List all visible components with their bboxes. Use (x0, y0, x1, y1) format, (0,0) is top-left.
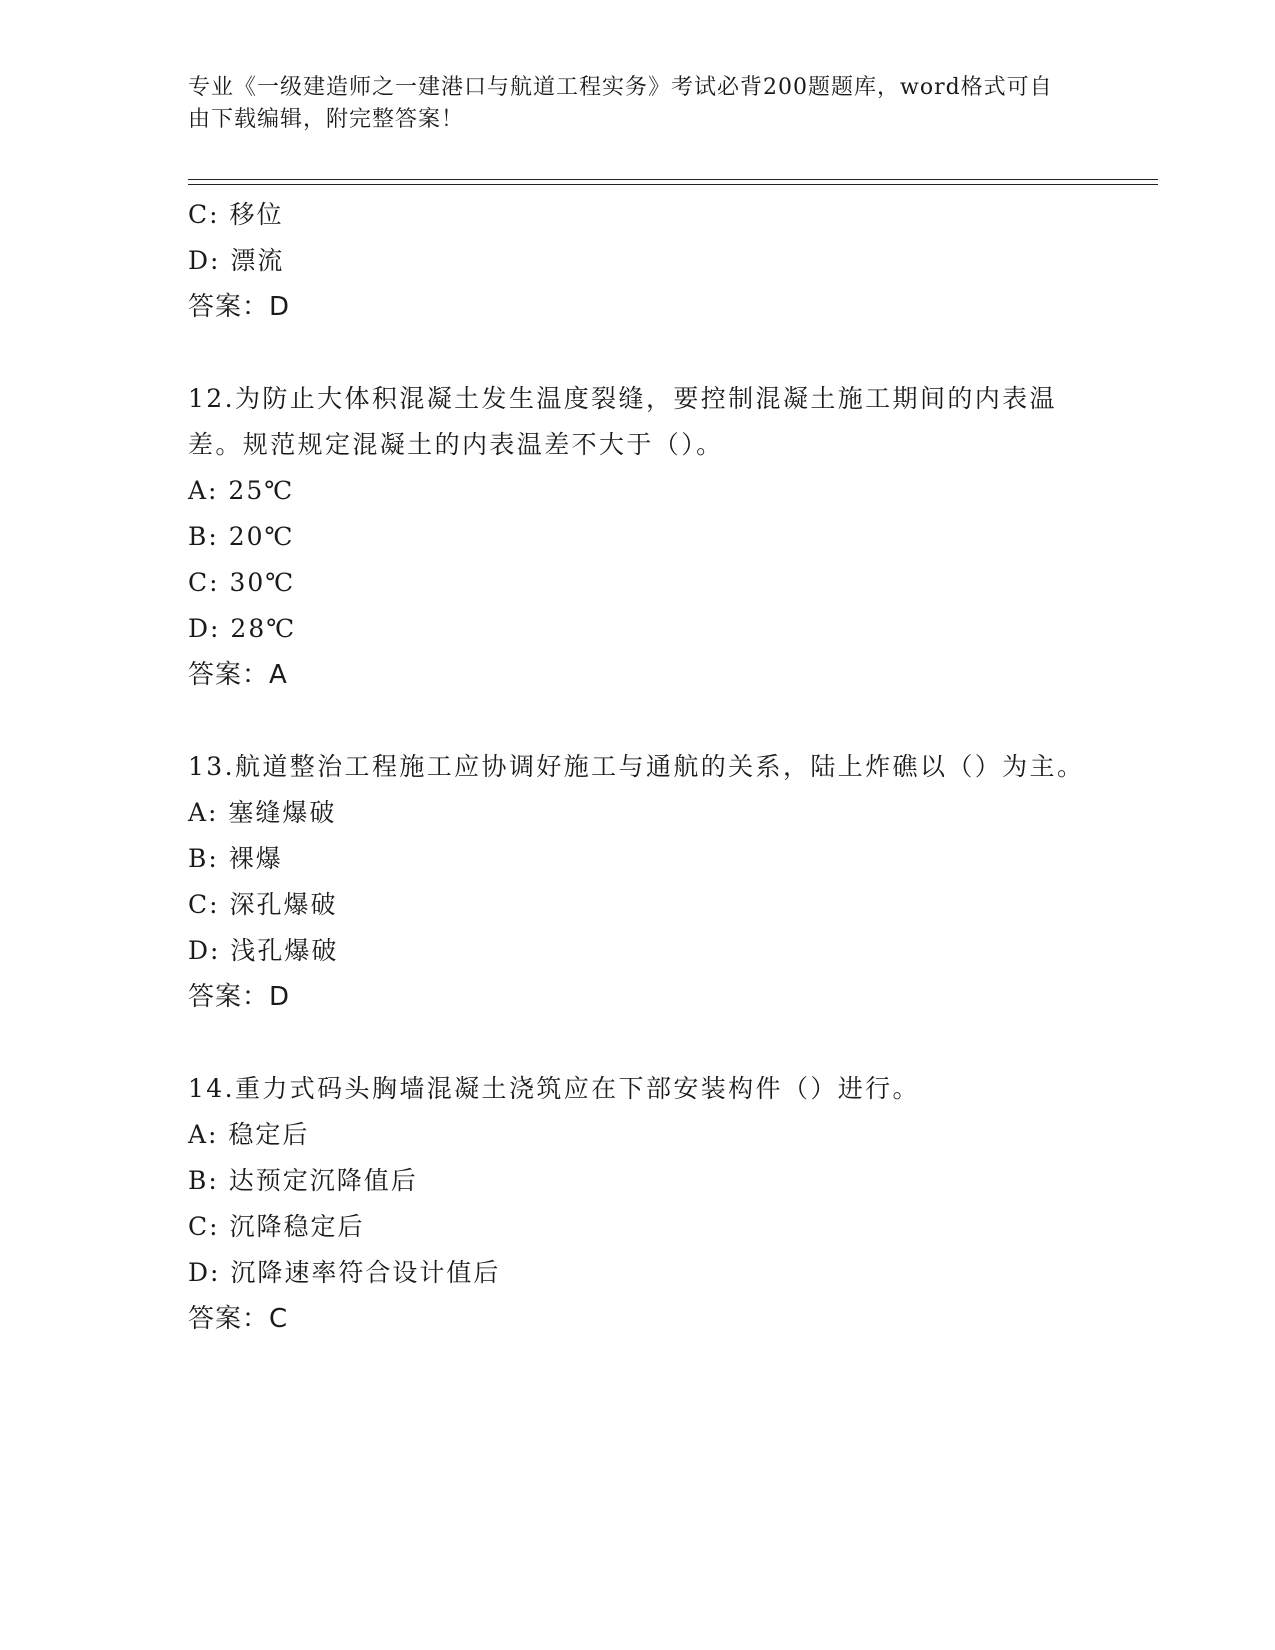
option-c: C: 30℃ (188, 568, 296, 597)
option-a: A: 25℃ (188, 476, 295, 505)
option-d: D: 漂流 (188, 246, 285, 275)
option-b: B: 裸爆 (188, 844, 283, 873)
answer-line: 答案：A (188, 660, 288, 690)
answer-line: 答案：D (188, 292, 291, 322)
header-rule-bottom (188, 184, 1158, 185)
question-14 (188, 1066, 1088, 1342)
option-d: D: 沉降速率符合设计值后 (188, 1258, 501, 1287)
header-rule-top (188, 179, 1158, 180)
option-b: B: 达预定沉降值后 (188, 1166, 418, 1195)
option-c: C: 沉降稳定后 (188, 1212, 365, 1241)
carryover-question (188, 192, 1088, 330)
option-d: D: 28℃ (188, 614, 297, 643)
question-12 (188, 376, 1088, 698)
option-c: C: 移位 (188, 200, 284, 229)
question-stem: 13.航道整治工程施工应协调好施工与通航的关系，陆上炸礁以（）为主。 (188, 752, 1085, 781)
question-stem: 14.重力式码头胸墙混凝土浇筑应在下部安装构件（）进行。 (188, 1074, 920, 1103)
document-header: 专业《一级建造师之一建港口与航道工程实务》考试必背200题题库，word格式可自由下载编辑，附完整答案！ (188, 75, 1053, 132)
option-d: D: 浅孔爆破 (188, 936, 339, 965)
question-stem: 12.为防止大体积混凝土发生温度裂缝，要控制混凝土施工期间的内表温差。规范规定混凝土的内表温差不大于（）。 (188, 384, 1057, 459)
answer-line: 答案：D (188, 982, 291, 1012)
option-b: B: 20℃ (188, 522, 295, 551)
answer-line: 答案：C (188, 1304, 289, 1334)
question-13 (188, 744, 1088, 1020)
option-a: A: 塞缝爆破 (188, 798, 337, 827)
option-c: C: 深孔爆破 (188, 890, 338, 919)
option-a: A: 稳定后 (188, 1120, 310, 1149)
document-body (188, 192, 1088, 1342)
